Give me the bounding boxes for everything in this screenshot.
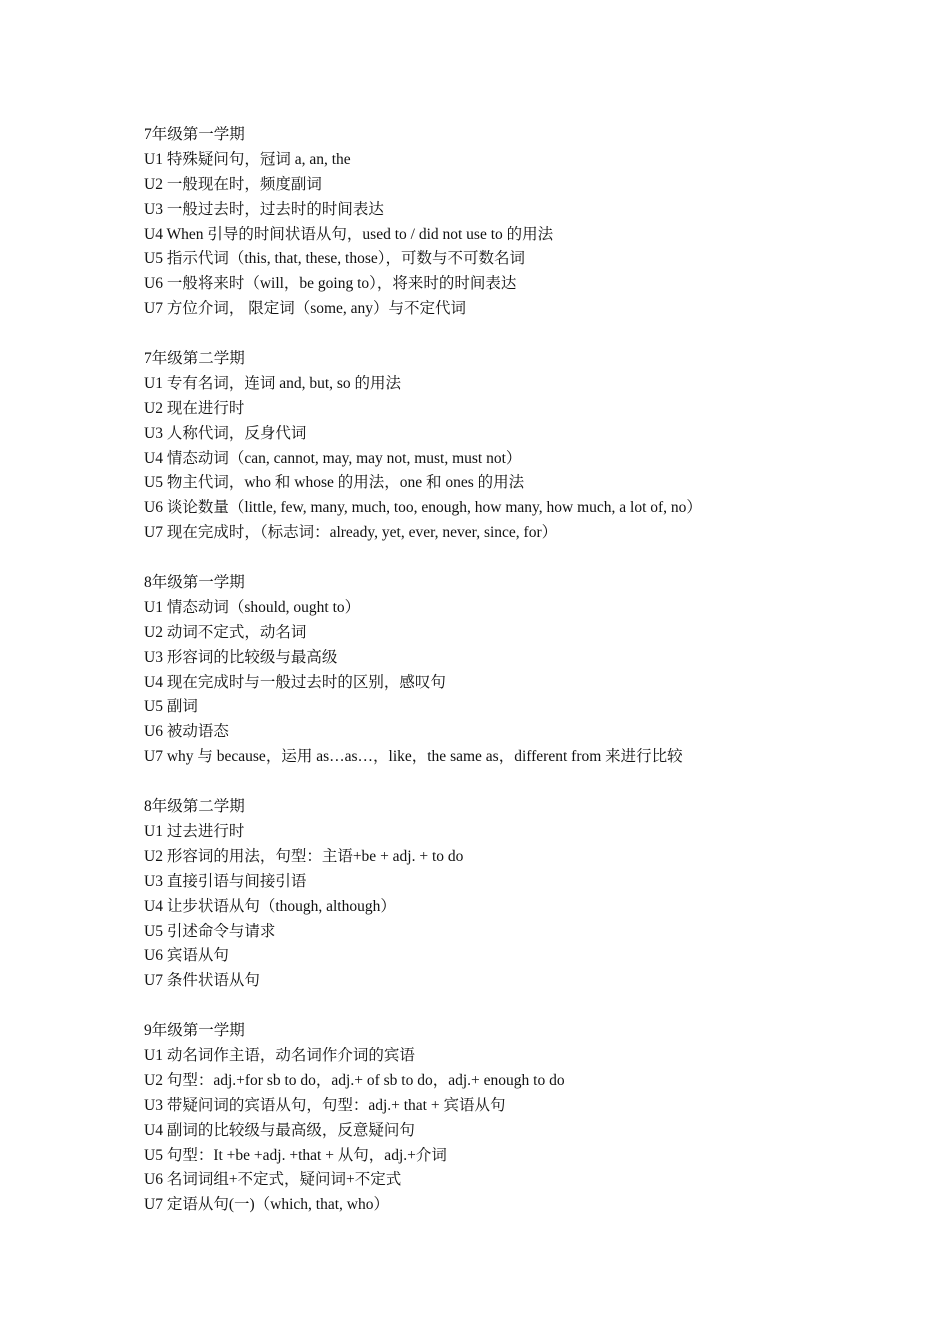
section-heading: 8年级第一学期: [144, 574, 245, 592]
unit-item: U3 形容词的比较级与最高级: [144, 648, 338, 666]
section-heading: 8年级第二学期: [144, 798, 245, 816]
unit-item: U2 一般现在时，频度副词: [144, 175, 322, 193]
section-heading: 7年级第一学期: [144, 126, 245, 143]
section-grade8-term2: [144, 795, 864, 994]
section-grade8-term1: [144, 571, 864, 770]
section-grade9-term1: [144, 1019, 864, 1218]
unit-item: U4 副词的比较级与最高级，反意疑问句: [144, 1121, 415, 1139]
unit-item: U1 动名词作主语，动名词作介词的宾语: [144, 1046, 415, 1064]
unit-item: U7 why 与 because，运用 as…as…，like，the same as，different from 来进行比较: [144, 748, 683, 766]
unit-item: U3 直接引语与间接引语: [144, 872, 307, 890]
unit-item: U1 专有名词，连词 and, but, so 的用法: [144, 374, 402, 392]
unit-item: U4 现在完成时与一般过去时的区别，感叹句: [144, 673, 446, 691]
document-body: [144, 123, 864, 1218]
unit-item: U7 定语从句(一)（which, that, who）: [144, 1196, 389, 1214]
unit-item: U6 一般将来时（will，be going to），将来时的时间表达: [144, 275, 517, 293]
unit-item: U3 一般过去时，过去时的时间表达: [144, 200, 384, 218]
unit-item: U1 情态动词（should, ought to）: [144, 598, 361, 616]
unit-item: U5 引述命令与请求: [144, 922, 276, 940]
unit-item: U6 谈论数量（little, few, many, much, too, enough, how many, how much, a lot of, no）: [144, 499, 702, 517]
unit-item: U2 句型：adj.+for sb to do，adj.+ of sb to do，adj.+ enough to do: [144, 1071, 565, 1089]
unit-item: U3 带疑问词的宾语从句，句型：adj.+ that + 宾语从句: [144, 1096, 506, 1114]
unit-item: U6 名词词组+不定式，疑问词+不定式: [144, 1171, 402, 1189]
section-grade7-term2: [144, 347, 864, 546]
unit-item: U7 方位介词， 限定词（some, any）与不定代词: [144, 300, 467, 318]
section-heading: 9年级第一学期: [144, 1022, 245, 1040]
unit-item: U4 情态动词（can, cannot, may, may not, must, must not）: [144, 449, 522, 467]
section-heading: 7年级第二学期: [144, 350, 245, 368]
unit-item: U7 现在完成时，（标志词：already, yet, ever, never, since, for）: [144, 524, 558, 542]
unit-item: U6 被动语态: [144, 723, 229, 741]
unit-item: U5 副词: [144, 698, 198, 716]
unit-item: U4 让步状语从句（though, although）: [144, 897, 396, 915]
unit-item: U7 条件状语从句: [144, 972, 260, 990]
unit-item: U2 现在进行时: [144, 399, 245, 417]
unit-item: U3 人称代词，反身代词: [144, 424, 307, 442]
unit-item: U5 指示代词（this, that, these, those），可数与不可数名词: [144, 250, 526, 268]
unit-item: U2 形容词的用法，句型：主语+be + adj. + to do: [144, 847, 464, 865]
unit-item: U6 宾语从句: [144, 947, 229, 965]
unit-item: U1 过去进行时: [144, 822, 245, 840]
unit-item: U2 动词不定式，动名词: [144, 623, 307, 641]
unit-item: U1 特殊疑问句，冠词 a, an, the: [144, 150, 351, 168]
unit-item: U5 句型：It +be +adj. +that + 从句，adj.+介词: [144, 1146, 447, 1164]
section-grade7-term1: [144, 123, 864, 322]
unit-item: U4 When 引导的时间状语从句，used to / did not use to 的用法: [144, 225, 554, 243]
unit-item: U5 物主代词，who 和 whose 的用法，one 和 ones 的用法: [144, 474, 525, 492]
